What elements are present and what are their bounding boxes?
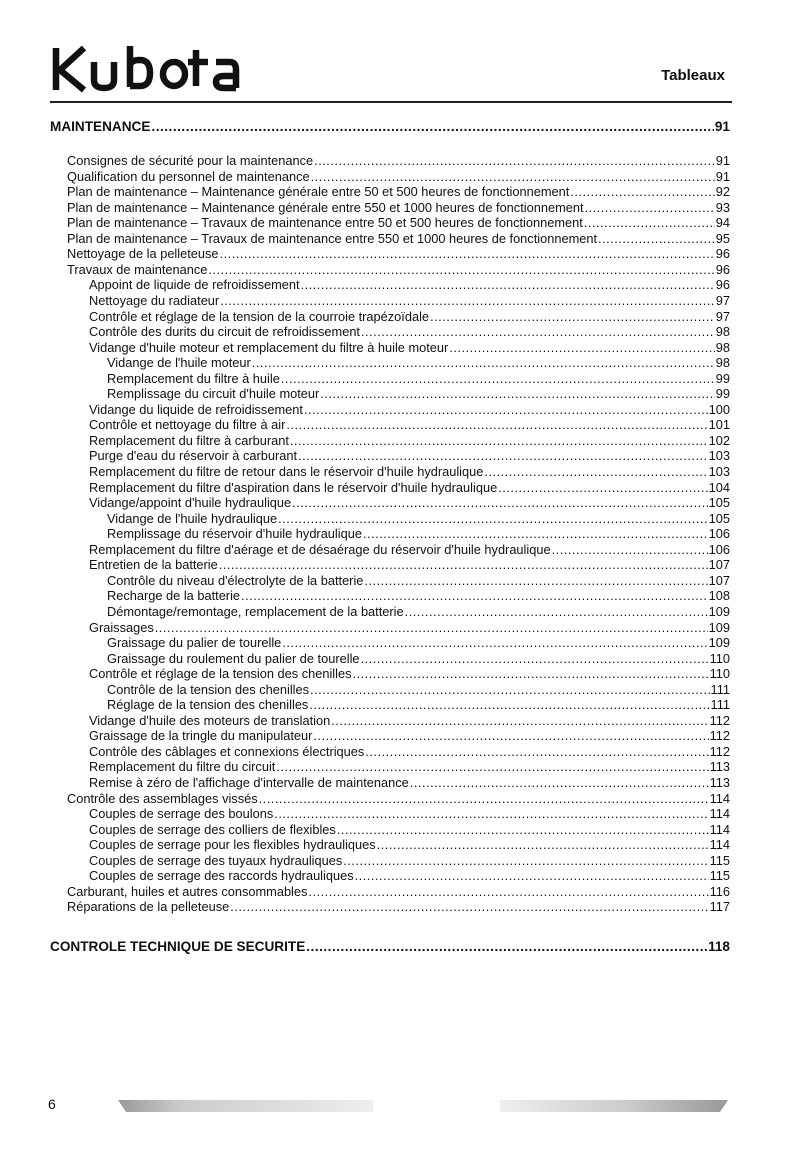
toc-entry-title: Couples de serrage des raccords hydrauliques [89,868,354,884]
toc-entry-page: 117 [709,899,730,915]
toc-entry-page: 111 [710,697,730,713]
toc-leader-dots [405,605,708,619]
toc-entry-page: 102 [708,432,730,448]
toc-entry-title: Graissage du palier de tourelle [107,635,282,651]
toc-entry[interactable] [67,201,730,215]
toc-entry-page: 94 [715,215,730,231]
toc-entry-page: 93 [715,199,730,215]
toc-entry-page: 107 [708,572,730,588]
toc-entry[interactable] [107,356,730,370]
toc-entry-page: 104 [708,479,730,495]
toc-leader-dots [584,216,715,230]
toc-entry-page: 112 [709,728,730,744]
toc-entry[interactable] [89,854,730,868]
toc-leader-dots [252,356,715,370]
header-rule [50,101,732,103]
toc-entry-page: 91 [714,119,730,134]
toc-entry-page: 99 [715,370,730,386]
toc-leader-dots [313,729,708,743]
toc-entry-title: Remplacement du filtre d'aspiration dans le réservoir d'huile hydraulique [89,479,498,495]
toc-leader-dots [363,527,708,541]
toc-entry-title: Carburant, huiles et autres consommables [67,883,308,899]
toc-entry[interactable] [50,120,730,134]
toc-leader-dots [306,940,707,954]
toc-entry[interactable] [107,527,730,541]
toc-entry[interactable] [67,247,730,261]
toc-entry-title: Couples de serrage pour les flexibles hydrauliques [89,837,376,853]
toc-leader-dots [355,869,709,883]
toc-entry[interactable] [89,434,730,448]
toc-entry-title: Graissage du roulement du palier de tourelle [107,650,360,666]
toc-entry-page: 92 [715,184,730,200]
toc-entry[interactable] [107,683,730,697]
toc-leader-dots [220,294,715,308]
toc-leader-dots [208,263,714,277]
toc-entry-title: Plan de maintenance – Maintenance générale entre 550 et 1000 heures de fonctionnement [67,199,584,215]
toc-leader-dots [292,496,707,510]
toc-leader-dots [337,823,709,837]
toc-entry-title: Entretien de la batterie [89,557,218,573]
toc-entry-title: Qualification du personnel de maintenance [67,168,310,184]
toc-leader-dots [361,652,709,666]
toc-entry-page: 98 [715,324,730,340]
toc-entry-page: 111 [710,681,730,697]
toc-leader-dots [364,574,707,588]
toc-entry-title: Contrôle de la tension des chenilles [107,681,310,697]
toc-entry[interactable] [67,154,730,168]
toc-entry-page: 98 [715,339,730,355]
toc-entry[interactable] [89,807,730,821]
toc-entry-page: 109 [708,619,730,635]
toc-entry-page: 114 [709,837,730,853]
toc-entry[interactable] [89,481,730,495]
toc-entry-page: 116 [709,883,730,899]
toc-leader-dots [361,325,715,339]
toc-entry-title: Réparations de la pelleteuse [67,899,230,915]
toc-entry-page: 110 [709,666,730,682]
toc-entry-page: 96 [715,246,730,262]
toc-entry-page: 118 [708,939,730,954]
toc-entry-title: Graissages [89,619,154,635]
toc-entry-page: 115 [709,852,730,868]
toc-entry-page: 114 [709,821,730,837]
toc-entry-page: 112 [709,712,730,728]
toc-entry[interactable] [89,294,730,308]
toc-entry-page: 115 [709,868,730,884]
toc-entry-title: Remise à zéro de l'affichage d'intervalle de maintenance [89,775,409,790]
toc-entry[interactable] [67,170,730,184]
toc-entry-title: Contrôle du niveau d'électrolyte de la batterie [107,572,364,588]
toc-entry[interactable] [67,263,730,277]
toc-entry-title: Appoint de liquide de refroidissement [89,277,300,293]
toc-leader-dots [585,201,715,215]
toc-leader-dots [304,403,708,417]
toc-entry-title: Nettoyage du radiateur [89,292,220,308]
toc-entry[interactable] [89,341,730,355]
toc-leader-dots [310,683,710,697]
toc-leader-dots [498,481,707,495]
toc-entry-page: 91 [715,153,730,168]
toc-leader-dots [259,792,709,806]
toc-leader-dots [570,185,714,199]
toc-entry-title: Consignes de sécurité pour la maintenance [67,153,314,168]
toc-entry[interactable] [107,387,730,401]
toc-entry-title: Vidange de l'huile moteur [107,355,251,371]
toc-leader-dots [298,449,708,463]
toc-leader-dots [552,543,708,557]
toc-entry-page: 101 [708,417,730,433]
toc-entry-page: 113 [709,759,730,775]
toc-entry[interactable] [67,232,730,246]
toc-entry-page: 97 [715,308,730,324]
toc-entry-page: 109 [708,603,730,619]
toc-leader-dots [365,745,708,759]
toc-leader-dots [484,465,707,479]
toc-leader-dots [430,310,715,324]
toc-entry-title: Démontage/remontage, remplacement de la batterie [107,603,404,619]
page-number: 6 [48,1096,56,1112]
toc-leader-dots [281,372,715,386]
toc-entry-title: Remplacement du filtre à huile [107,370,280,386]
toc-entry[interactable] [89,465,730,479]
toc-entry[interactable] [89,823,730,837]
toc-leader-dots [241,589,708,603]
toc-entry-title: Remplacement du filtre de retour dans le réservoir d'huile hydraulique [89,464,484,479]
toc-entry[interactable] [89,310,730,324]
toc-entry-page: 106 [708,526,730,542]
toc-entry-title: Plan de maintenance – Travaux de maintenance entre 50 et 500 heures de fonctionnement [67,215,583,231]
toc-entry[interactable] [89,745,730,759]
toc-entry[interactable] [89,418,730,432]
toc-entry-title: Couples de serrage des boulons [89,806,274,822]
toc-leader-dots [155,621,708,635]
toc-leader-dots [308,885,708,899]
toc-entry-title: Vidange/appoint d'huile hydraulique [89,495,292,511]
toc-leader-dots [290,434,708,448]
toc-entry-title: Purge d'eau du réservoir à carburant [89,448,298,464]
toc-leader-dots [219,558,708,572]
toc-leader-dots [410,776,709,790]
footer-decorative-bar-right [500,1099,728,1113]
toc-leader-dots [278,512,708,526]
toc-entry[interactable] [89,278,730,292]
toc-entry-title: Contrôle et réglage de la tension de la courroie trapézoïdale [89,308,430,324]
toc-entry[interactable] [89,714,730,728]
toc-entry-title: Contrôle des durits du circuit de refroidissement [89,324,360,340]
toc-entry-title: Contrôle des câblages et connexions électriques [89,743,365,759]
toc-entry[interactable] [67,216,730,230]
toc-entry-page: 100 [708,401,730,417]
toc-entry[interactable] [107,574,730,588]
kubota-logo [50,40,242,96]
toc-entry-page: 96 [715,261,730,277]
toc-leader-dots [331,714,708,728]
toc-entry-title: Contrôle des assemblages vissés [67,790,258,806]
toc-entry-title: Contrôle et nettoyage du filtre à air [89,417,286,433]
toc-entry-title: Vidange du liquide de refroidissement [89,401,303,417]
toc-leader-dots [282,636,707,650]
toc-entry[interactable] [67,792,730,806]
toc-leader-dots [220,247,715,261]
toc-leader-dots [320,387,714,401]
toc-entry[interactable] [107,605,730,619]
toc-entry-title: Vidange de l'huile hydraulique [107,510,278,526]
toc-entry-page: 107 [708,557,730,573]
toc-leader-dots [311,170,715,184]
toc-entry[interactable] [67,885,730,899]
toc-entry[interactable] [107,652,730,666]
section-title: Tableaux [661,67,725,84]
toc-entry-title: CONTROLE TECHNIQUE DE SECURITE [50,939,306,954]
toc-leader-dots [301,278,715,292]
toc-leader-dots [377,838,709,852]
toc-entry-page: 95 [715,230,730,246]
toc-entry-page: 99 [715,386,730,402]
toc-entry-title: Contrôle et réglage de la tension des chenilles [89,666,352,682]
toc-entry-page: 114 [709,806,730,822]
toc-entry[interactable] [67,185,730,199]
toc-entry[interactable] [107,372,730,386]
toc-leader-dots [314,154,715,168]
toc-entry[interactable] [89,621,730,635]
toc-entry-page: 103 [708,448,730,464]
toc-entry-title: Remplissage du circuit d'huile moteur [107,386,320,402]
toc-leader-dots [598,232,715,246]
toc-entry[interactable] [107,698,730,712]
toc-entry-page: 97 [715,292,730,308]
footer-decorative-bar-left [118,1099,373,1113]
toc-leader-dots [274,807,708,821]
toc-entry-title: Réglage de la tension des chenilles [107,697,309,713]
toc-entry[interactable] [89,869,730,883]
toc-entry-page: 96 [715,277,730,293]
toc-leader-dots [230,900,708,914]
toc-entry-title: Recharge de la batterie [107,588,241,604]
toc-entry-page: 105 [708,510,730,526]
toc-entry-title: Remplissage du réservoir d'huile hydraulique [107,526,362,542]
toc-entry[interactable] [89,667,730,681]
toc-entry-title: Remplacement du filtre à carburant [89,432,289,448]
toc-entry-page: 106 [708,541,730,557]
toc-entry-page: 114 [709,790,730,806]
toc-entry-page: 108 [708,588,730,604]
toc-leader-dots [309,698,709,712]
toc-leader-dots [151,120,713,134]
toc-entry-title: Vidange d'huile des moteurs de translation [89,712,331,728]
toc-entry-title: Couples de serrage des tuyaux hydrauliques [89,852,343,868]
toc-entry-page: 105 [708,495,730,511]
toc-entry-title: Nettoyage de la pelleteuse [67,246,219,262]
toc-entry[interactable] [89,838,730,852]
toc-entry[interactable] [89,543,730,557]
toc-leader-dots [276,760,708,774]
toc-entry-page: 110 [709,650,730,666]
toc-entry-title: Remplacement du filtre du circuit [89,759,276,775]
toc-leader-dots [449,341,714,355]
toc-entry[interactable] [89,325,730,339]
toc-entry[interactable] [107,636,730,650]
toc-entry-title: Graissage de la tringle du manipulateur [89,728,313,744]
toc-entry-page: 109 [708,635,730,651]
toc-entry-title: Remplacement du filtre d'aérage et de désaérage du réservoir d'huile hydraulique [89,541,551,557]
toc-leader-dots [286,418,707,432]
toc-entry[interactable] [50,940,730,954]
toc-entry[interactable] [89,776,730,790]
toc-entry-title: Plan de maintenance – Maintenance générale entre 50 et 500 heures de fonctionnement [67,184,570,200]
toc-leader-dots [353,667,709,681]
toc-entry[interactable] [89,496,730,510]
toc-entry-title: MAINTENANCE [50,119,151,134]
toc-entry[interactable] [107,512,730,526]
toc-entry-page: 103 [708,464,730,479]
toc-entry-title: Travaux de maintenance [67,261,208,277]
toc-entry[interactable] [89,558,730,572]
toc-entry-page: 113 [709,775,730,790]
toc-entry-page: 112 [709,743,730,759]
toc-entry[interactable] [89,760,730,774]
toc-entry[interactable] [107,589,730,603]
toc-entry[interactable] [89,449,730,463]
toc-entry[interactable] [67,900,730,914]
toc-leader-dots [343,854,708,868]
toc-entry[interactable] [89,729,730,743]
toc-entry-title: Plan de maintenance – Travaux de maintenance entre 550 et 1000 heures de fonctionnement [67,230,598,246]
toc-entry[interactable] [89,403,730,417]
toc-entry-page: 91 [715,168,730,184]
toc-entry-page: 98 [715,355,730,371]
toc-entry-title: Vidange d'huile moteur et remplacement du filtre à huile moteur [89,339,449,355]
toc-entry-title: Couples de serrage des colliers de flexibles [89,821,336,837]
